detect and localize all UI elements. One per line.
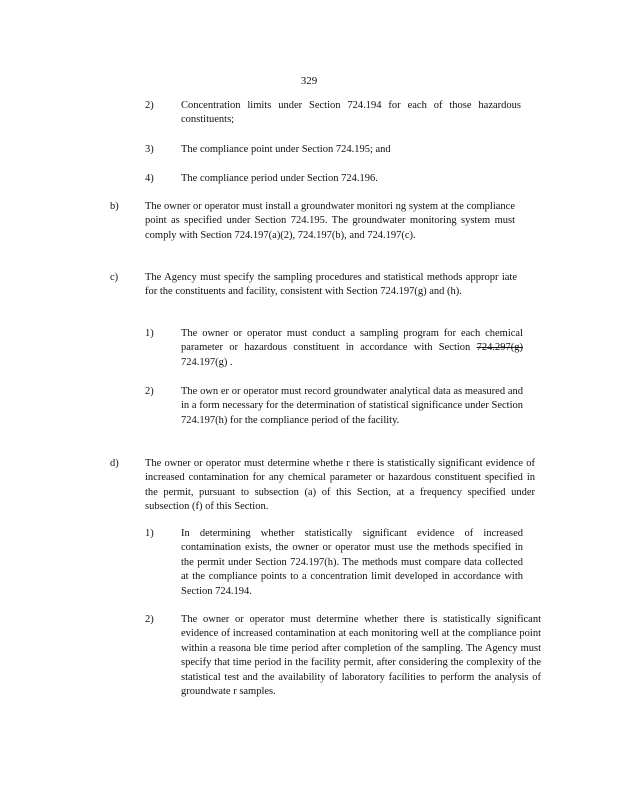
amended-citation: 724.197(g) . xyxy=(181,356,233,368)
item-text: The own er or operator must record groundwater analytical data as measured and in a form necessary for the determination of statistical significance under Section 724.197(h) for the compliance period of the facility. xyxy=(181,386,523,426)
subsection-c-2 xyxy=(145,385,523,428)
subsection-d-2 xyxy=(145,613,541,699)
item-text: The owner or operator must determine whether there is statistically significant evidence of increased contamination at each monitoring well at the compliance point within a reasona ble time period after completion of the sampling. The Agency must specify that time period in the facility permit, after considering the complexity of the statistical test and the availability of laboratory facilities to perform the analysis of groundwate r samples. xyxy=(181,614,541,698)
item-marker: 2) xyxy=(145,100,154,111)
item-marker: b) xyxy=(110,201,119,212)
item-text: The owner or operator must install a groundwater monitori ng system at the compliance point as specified under Section 724.195. The groundwater monitoring system must comply with Section 724.197(a)(2), 724.197(b), and 724.197(c). xyxy=(145,201,515,241)
item-text: The compliance period under Section 724.196. xyxy=(181,173,378,184)
item-text: In determining whether statistically significant evidence of increased contamination exists, the owner or operator must use the methods specified in the permit under Section 724.197(h). The methods must compare data collected at the compliance points to a concentration limit developed in accordance with Section 724.194. xyxy=(181,528,523,597)
item-marker: 2) xyxy=(145,386,154,397)
subsection-a-3 xyxy=(145,143,521,157)
subsection-a-4 xyxy=(145,172,521,186)
item-text: The owner or operator must determine whethe r there is statistically significant evidence of increased contamination for any chemical parameter or hazardous constituent specified in the permit, pursuant to subsection (a) of this Section, at a frequency specified under subsection (f) of this Section. xyxy=(145,458,535,513)
item-marker: c) xyxy=(110,272,119,283)
item-text xyxy=(181,327,523,370)
item-marker: 1) xyxy=(145,328,154,339)
subsection-d xyxy=(110,457,535,515)
subsection-a-2 xyxy=(145,99,521,128)
subsection-c-1 xyxy=(145,327,523,370)
page-number: 329 xyxy=(300,75,318,87)
struck-citation: 724.297(g) xyxy=(476,342,523,354)
item-text: Concentration limits under Section 724.194 for each of those hazardous constituents; xyxy=(181,100,521,126)
item-marker: 2) xyxy=(145,614,154,625)
subsection-b xyxy=(110,200,515,243)
text-before-amendment: The owner or operator must conduct a sampling program for each chemical parameter or hazardous constituent in accordance with Section xyxy=(181,328,523,354)
item-text: The Agency must specify the sampling procedures and statistical methods appropr iate for the constituents and facility, consistent with Section 724.197(g) and (h). xyxy=(145,272,517,298)
item-marker: d) xyxy=(110,458,119,469)
subsection-d-1 xyxy=(145,527,523,599)
item-marker: 3) xyxy=(145,144,154,155)
item-text: The compliance point under Section 724.195; and xyxy=(181,144,391,155)
item-marker: 4) xyxy=(145,173,154,184)
item-marker: 1) xyxy=(145,528,154,539)
subsection-c xyxy=(110,271,517,300)
